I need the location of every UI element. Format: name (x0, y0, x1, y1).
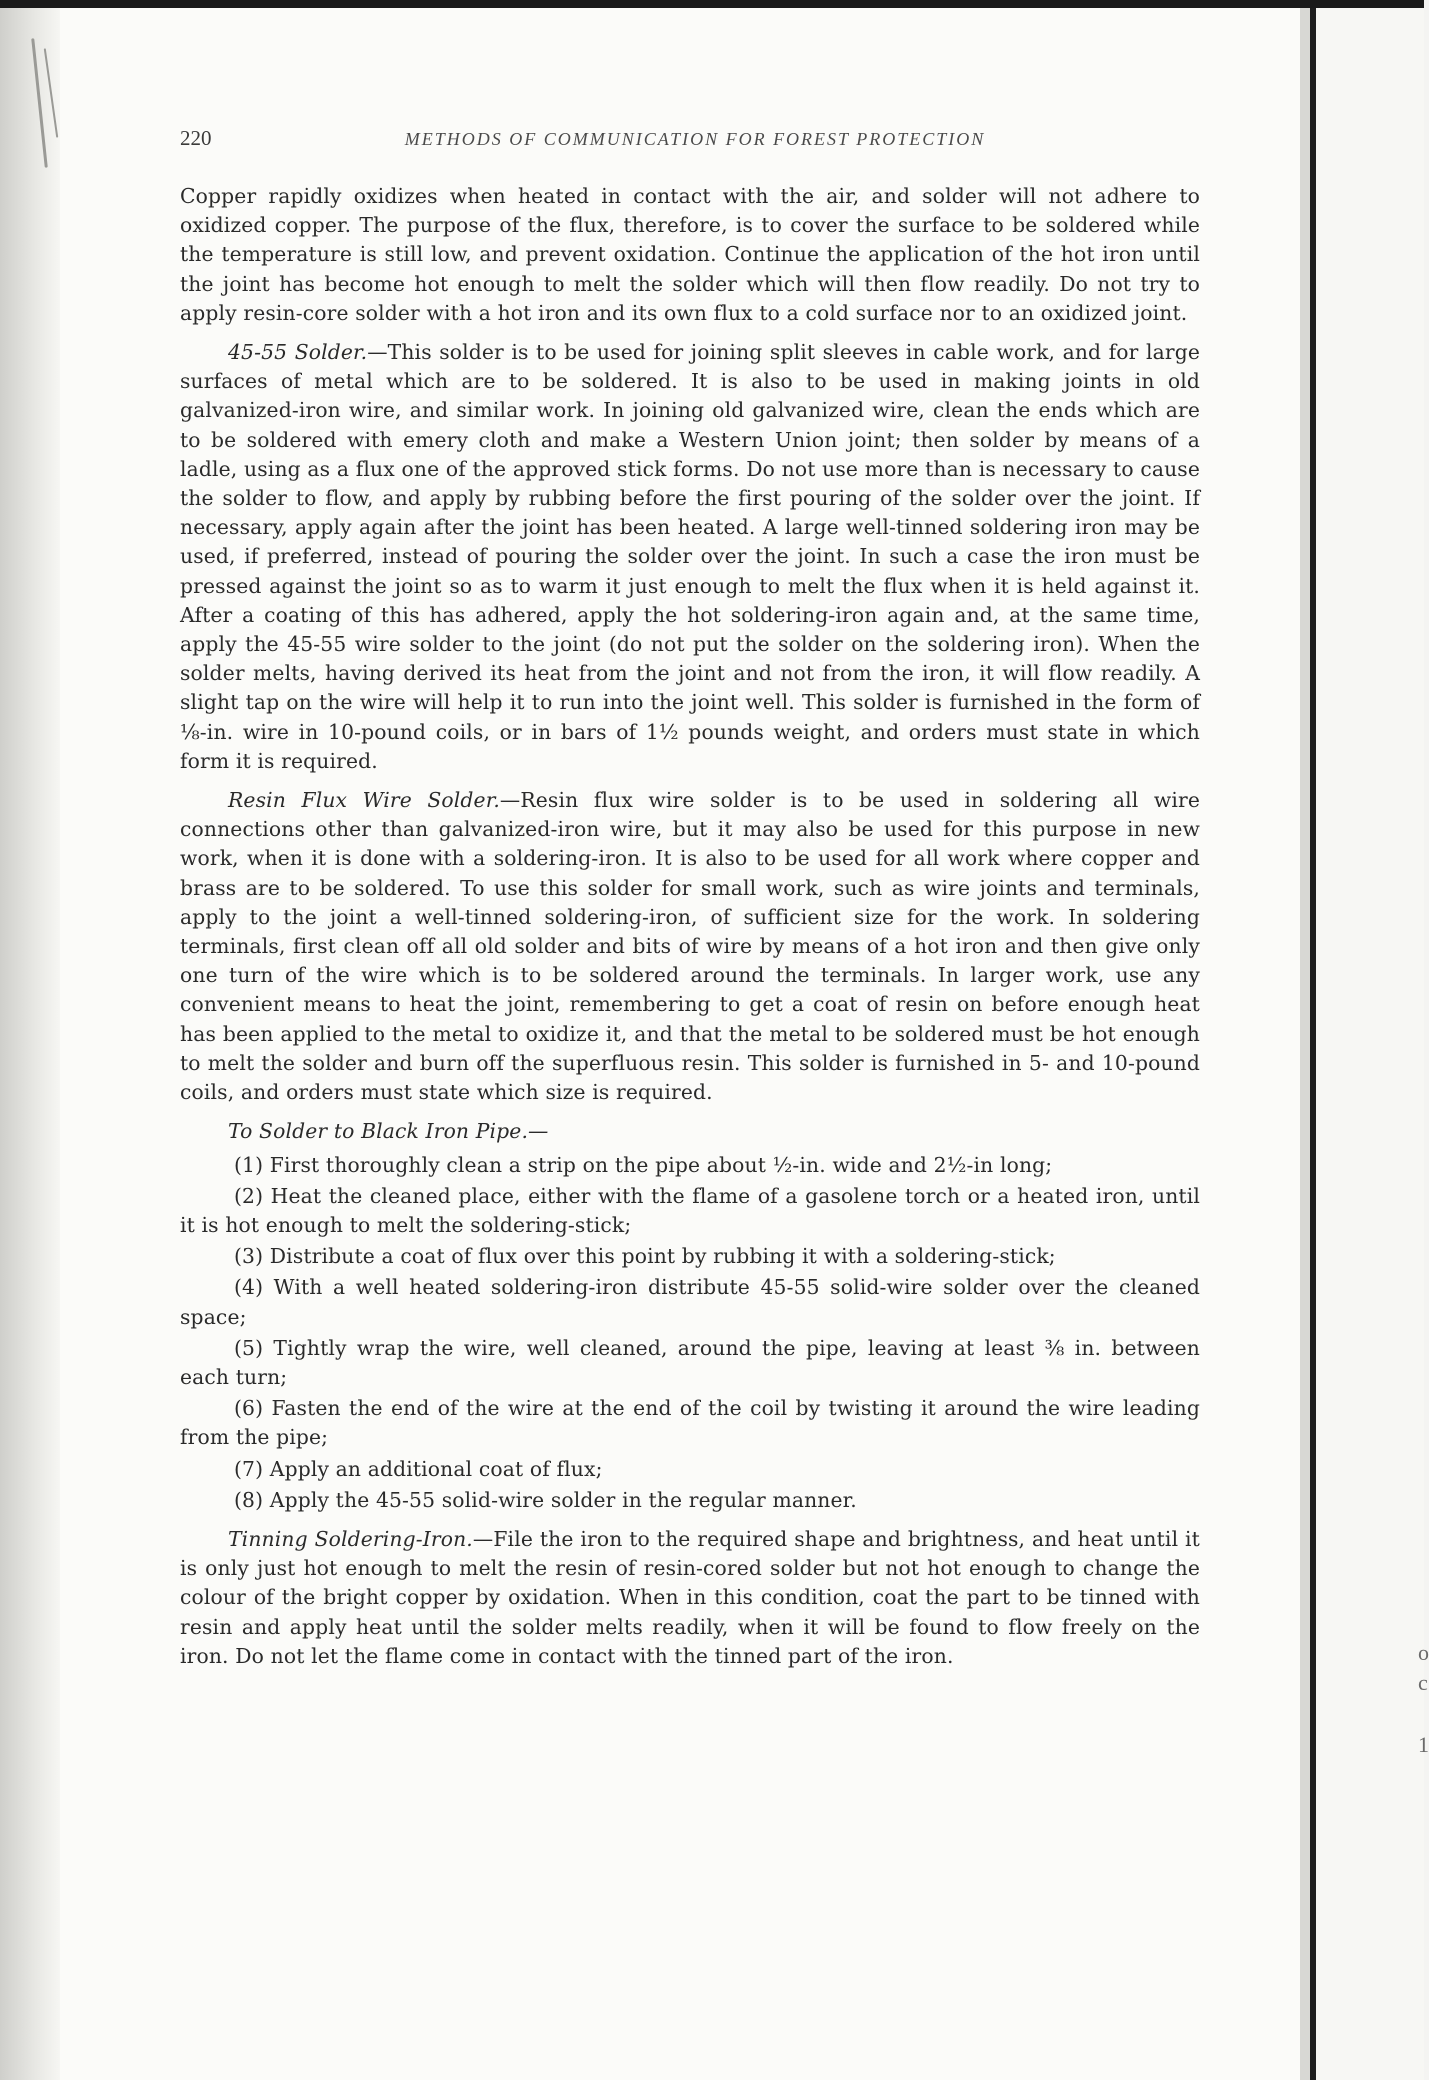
list-item: (5) Tightly wrap the wire, well cleaned, around the pipe, leaving at least ⅜ in. between each turn; (180, 1335, 1200, 1389)
section-lead-45-55-solder: 45-55 Solder. (228, 340, 368, 365)
list-item: (8) Apply the 45-55 solid-wire solder in the regular manner. (234, 1487, 857, 1512)
page-number: 220 (180, 126, 212, 150)
section-text-45-55-solder: —This solder is to be used for joining split sleeves in cable work, and for large surfaces of metal which are to be soldered. It is also to be used in making joints in old galvanized-iron wire, and similar work. In joining old galvanized wire, clean the ends which are to be soldered with emery cloth and make a Western Union joint; then solder by means of a ladle, using as a flux one of the approved stick forms. Do not use more than is necessary to cause the solder to flow, and apply by rubbing before the first pouring of the solder over the joint. If necessary, apply again after the joint has been heated. A large well-tinned soldering iron may be used, if preferred, instead of pouring the solder over the joint. In such a case the iron must be pressed against the joint so as to warm it just enough to melt the flux when it is held against it. After a coating of this has adhered, apply the hot soldering-iron again and, at the same time, apply the 45-55 wire solder to the joint (do not put the solder on the soldering iron). When the solder melts, having derived its heat from the joint and not from the iron, it will flow readily. A slight tap on the wire will help it to run into the joint well. This solder is furnished in the form of ⅛-in. wire in 10-pound coils, or in bars of 1½ pounds weight, and orders must state in which form it is required. (180, 340, 1200, 773)
adjacent-page-glyph: 1 (1418, 1732, 1429, 1757)
list-item: (1) First thoroughly clean a strip on the pipe about ½-in. wide and 2½-in long; (234, 1152, 1053, 1177)
scan-top-border (0, 0, 1424, 8)
section-lead-resin-flux: Resin Flux Wire Solder. (228, 788, 500, 813)
adjacent-page-glyph: o (1418, 1640, 1429, 1665)
list-item: (7) Apply an additional coat of flux; (234, 1456, 603, 1481)
paragraph-copper-oxidation: Copper rapidly oxidizes when heated in contact with the air, and solder will not adhere to oxidized copper. The purpose of the flux, therefore, is to cover the surface to be soldered while the temperature is still low, and prevent oxidation. Continue the application of the hot iron until the joint has become hot enough to melt the solder which will then flow readily. Do not try to apply resin-core solder with a hot iron and its own flux to a cold surface nor to an oxidized joint. (180, 184, 1200, 325)
adjacent-page-edge (1316, 8, 1424, 2080)
scan-left-margin-shadow (0, 8, 60, 2080)
paragraph-tinning-soldering-iron (180, 1525, 1200, 1671)
paragraph-45-55-solder (180, 338, 1200, 776)
list-item: (4) With a well heated soldering-iron distribute 45-55 solid-wire solder over the cleaned space; (180, 1275, 1200, 1329)
list-item: (2) Heat the cleaned place, either with the flame of a gasolene torch or a heated iron, until it is hot enough to melt the soldering-stick; (180, 1183, 1200, 1237)
page-body (180, 124, 1200, 1681)
list-item: (6) Fasten the end of the wire at the end of the coil by twisting it around the wire leading from the pipe; (180, 1396, 1200, 1450)
running-header (180, 124, 1200, 156)
heading-black-iron-pipe: To Solder to Black Iron Pipe.— (228, 1119, 549, 1144)
paragraph-resin-flux-wire-solder (180, 786, 1200, 1107)
page-gutter (1300, 8, 1310, 2080)
section-text-tinning: —File the iron to the required shape and brightness, and heat until it is only just hot enough to melt the resin of resin-cored solder but not hot enough to change the colour of the bright copper by oxidation. When in this condition, coat the part to be tinned with resin and apply heat until the solder melts readily, when it will be found to flow freely on the iron. Do not let the flame come in contact with the tinned part of the iron. (180, 1526, 1200, 1668)
section-text-resin-flux: —Resin flux wire solder is to be used in soldering all wire connections other than galvanized-iron wire, but it may also be used for this purpose in new work, when it is done with a soldering-iron. It is also to be used for all work where copper and brass are to be soldered. To use this solder for small work, such as wire joints and terminals, apply to the joint a well-tinned soldering-iron, of sufficient size for the work. In soldering terminals, first clean off all old solder and bits of wire by means of a hot iron and then give only one turn of the wire which is to be soldered around the terminals. In larger work, use any convenient means to heat the joint, remembering to get a coat of resin on before enough heat has been applied to the metal to oxidize it, and that the metal to be soldered must be hot enough to melt the solder and burn off the superfluous resin. This solder is furnished in 5- and 10-pound coils, and orders must state which size is required. (180, 788, 1200, 1105)
list-item: (3) Distribute a coat of flux over this point by rubbing it with a soldering-stick; (234, 1244, 1056, 1269)
section-lead-tinning: Tinning Soldering-Iron. (228, 1526, 473, 1551)
running-title: METHODS OF COMMUNICATION FOR FOREST PROTECTION (404, 129, 986, 149)
adjacent-page-glyph: c (1418, 1670, 1428, 1695)
